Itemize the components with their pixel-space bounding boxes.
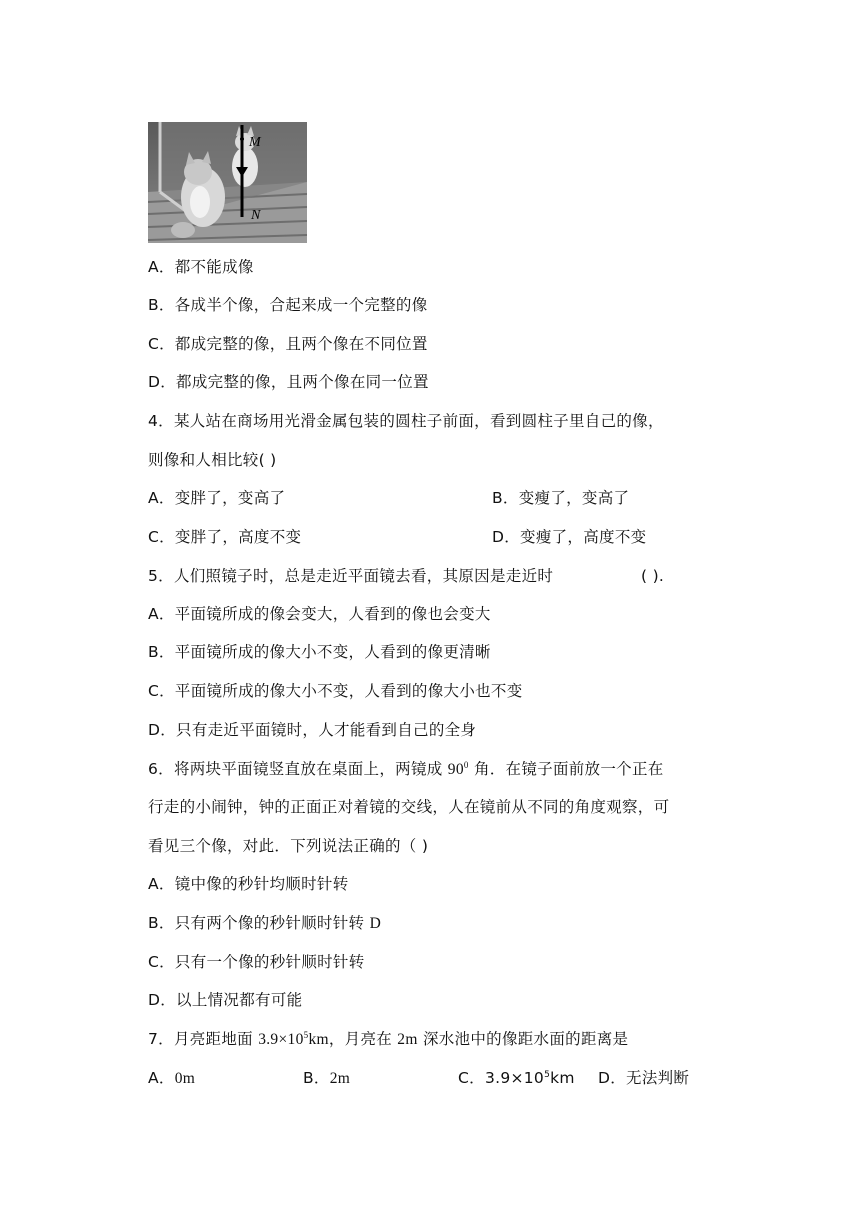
cat-mirror-photo: [148, 122, 307, 243]
q7-option-c-exponent: 5: [544, 1070, 551, 1080]
q3-option-a: A．都不能成像: [148, 258, 254, 276]
q7-depth: 2m: [397, 1031, 418, 1048]
q4-option-c: C．变胖了，高度不变: [148, 528, 302, 546]
q6-option-b: [148, 913, 381, 934]
q7-option-c: [458, 1068, 575, 1088]
q3-option-b: B．各成半个像，合起来成一个完整的像: [148, 296, 428, 314]
q5-answer-paren: ( ).: [641, 567, 665, 585]
q4-option-a: A．变胖了，变高了: [148, 489, 286, 507]
q7-option-b-label: B．: [303, 1069, 330, 1087]
q6-option-b-text: B．只有两个像的秒针顺时针转: [148, 914, 370, 932]
q7-stem-part-c: 深水池中的像距水面的距离是: [417, 1030, 629, 1048]
q7-option-b-value: 2m: [329, 1070, 351, 1087]
q3-option-d: D．都成完整的像，且两个像在同一位置: [148, 373, 429, 391]
q4-stem-line1: 4．某人站在商场用光滑金属包装的圆柱子前面，看到圆柱子里自己的像，: [148, 412, 664, 430]
q7-option-c-unit: km: [550, 1069, 575, 1087]
q6-angle-number: 90: [447, 761, 464, 778]
q6-answer-mark: D: [369, 915, 382, 932]
q6-stem-line2: 行走的小闹钟，钟的正面正对着镜的交线，人在镜前从不同的角度观察，可: [148, 798, 670, 816]
q6-stem-part-a: 6．将两块平面镜竖直放在桌面上，两镜成: [148, 760, 448, 778]
label-m: M: [249, 135, 261, 150]
q6-angle-degree: 0: [463, 760, 469, 770]
q3-option-c: C．都成完整的像，且两个像在不同位置: [148, 335, 428, 353]
q6-stem-line3: 看见三个像，对此．下列说法正确的（ ): [148, 837, 429, 855]
q7-option-c-label: C．: [458, 1069, 485, 1087]
q7-option-c-number: 3.9×10: [484, 1069, 545, 1087]
q6-option-a: A．镜中像的秒针均顺时针转: [148, 875, 349, 893]
q4-option-b: B．变瘦了，变高了: [492, 489, 630, 507]
q7-option-d: D．无法判断: [598, 1069, 690, 1087]
q6-stem-part-b: 角．在镜子面前放一个正在: [468, 760, 664, 778]
q7-distance-exponent: 5: [303, 1030, 309, 1040]
q5-option-c: C．平面镜所成的像大小不变，人看到的像大小也不变: [148, 682, 523, 700]
q4-option-d: D．变瘦了，高度不变: [492, 528, 647, 546]
label-n: N: [251, 208, 261, 223]
q4-stem-line2: 则像和人相比较( ): [148, 451, 277, 469]
q6-stem-line1: [148, 759, 664, 780]
q6-option-d: D．以上情况都有可能: [148, 991, 303, 1009]
q5-option-b: B．平面镜所成的像大小不变，人看到的像更清晰: [148, 643, 491, 661]
q7-option-a: [148, 1068, 195, 1089]
q7-distance-number: 3.9×10: [258, 1031, 304, 1048]
q6-angle: [448, 761, 469, 778]
q5-option-d: D．只有走近平面镜时，人才能看到自己的全身: [148, 721, 477, 739]
q7-option-b: [303, 1068, 350, 1089]
q5-stem: 5．人们照镜子时，总是走近平面镜去看，其原因是走近时: [148, 567, 554, 585]
q7-stem: [148, 1029, 628, 1050]
q7-option-a-label: A．: [148, 1069, 175, 1087]
q6-option-c: C．只有一个像的秒针顺时针转: [148, 953, 365, 971]
q5-option-a: A．平面镜所成的像会变大，人看到的像也会变大: [148, 605, 491, 623]
q7-distance-unit: km: [308, 1031, 329, 1048]
q7-stem-part-b: ，月亮在: [328, 1030, 398, 1048]
q7-option-a-value: 0m: [174, 1070, 196, 1087]
q7-stem-part-a: 7．月亮距地面: [148, 1030, 259, 1048]
